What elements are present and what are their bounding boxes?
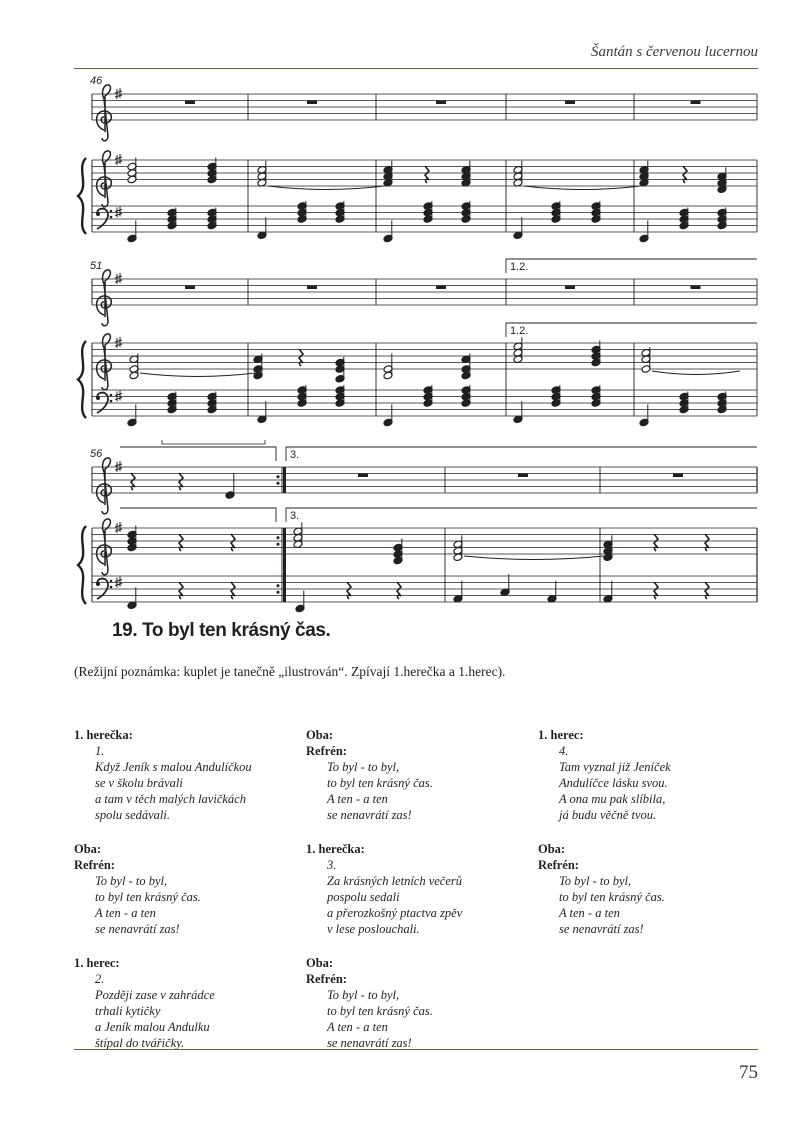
lyric-line: To byl - to byl,	[327, 988, 400, 1002]
volta-bracket	[506, 259, 757, 273]
quarter-rest	[705, 534, 709, 551]
note	[603, 581, 613, 603]
key-signature-sharp	[115, 337, 122, 348]
director-note: (Režijní poznámka: kuplet je tanečně „ilustrován“. Zpívají 1.herečka a 1.herec).	[74, 664, 506, 679]
lyric-line: To byl - to byl,	[95, 874, 168, 888]
volta-bracket	[120, 508, 276, 522]
lyric-line: A ten - a ten	[327, 792, 388, 806]
lyric-line: Později zase v zahrádce	[95, 988, 215, 1002]
lyric-line: Tam vyznal již Jeníček	[559, 760, 671, 774]
lyric-block	[538, 841, 758, 937]
repeat-dot	[277, 543, 280, 546]
key-signature-sharp	[115, 207, 122, 218]
note	[453, 581, 463, 603]
whole-rest	[307, 286, 317, 290]
note	[257, 217, 267, 239]
verse-lines	[306, 759, 526, 823]
volta-label: 1.2.	[510, 261, 529, 273]
lyric-line: 2.	[95, 972, 105, 986]
staff	[92, 576, 757, 602]
lyric-line: to byl ten krásný čas.	[95, 890, 201, 904]
verse-lines	[74, 873, 294, 937]
tie	[652, 371, 740, 375]
lyric-line: A ona mu pak slíbila,	[559, 792, 666, 806]
treble-clef	[97, 334, 112, 390]
quarter-rest	[683, 166, 687, 183]
note	[547, 581, 557, 603]
speaker-label: Oba:	[306, 728, 334, 742]
note	[513, 401, 523, 423]
volta-bracket	[506, 323, 757, 337]
note	[500, 574, 510, 596]
lyric-line: a přerozkošný ptactva zpěv	[327, 906, 463, 920]
running-header-title: Šantán s červenou lucernou	[590, 44, 758, 60]
lyric-line: štípal do tvářičky.	[95, 1036, 185, 1050]
whole-rest	[565, 286, 575, 290]
quarter-rest	[654, 582, 658, 599]
lyric-line: to byl ten krásný čas.	[327, 776, 433, 790]
key-signature-sharp	[115, 577, 122, 588]
lyrics-column-2	[306, 727, 526, 1069]
note	[513, 217, 523, 239]
lyric-line: Když Jeník s malou Andulíčkou	[95, 760, 252, 774]
measure-number: 51	[90, 260, 103, 272]
lyric-line: 4.	[559, 744, 569, 758]
lyric-block	[74, 727, 294, 823]
lyric-line: A ten - a ten	[559, 906, 620, 920]
speaker-label: 1. herec:	[74, 956, 120, 970]
quarter-rest	[397, 582, 401, 599]
key-signature-sharp	[115, 154, 122, 165]
quarter-rest	[131, 473, 135, 490]
volta-label: 3.	[290, 510, 300, 522]
lyric-line: se nenavrátí zas!	[327, 808, 412, 822]
repeat-dot	[277, 584, 280, 587]
page-number: 75	[739, 1062, 758, 1083]
volta-label: 1.2.	[510, 325, 529, 337]
speaker-label: Oba:	[538, 842, 566, 856]
repeat-dot	[277, 536, 280, 539]
key-signature-sharp	[115, 522, 122, 533]
key-signature-sharp	[115, 273, 122, 284]
staff	[92, 94, 757, 120]
quarter-rest	[179, 534, 183, 551]
speaker-label: Refrén:	[74, 858, 115, 872]
treble-clef	[97, 519, 112, 575]
lyric-line: Andulíčce lásku svou.	[559, 776, 668, 790]
tie	[268, 186, 384, 190]
quarter-rest	[425, 166, 429, 183]
lyric-line: pospolu sedali	[327, 890, 400, 904]
quarter-rest	[231, 534, 235, 551]
key-signature-sharp	[115, 391, 122, 402]
speaker-label: Oba:	[74, 842, 102, 856]
lyric-line: se nenavrátí zas!	[95, 922, 180, 936]
lyric-line: To byl - to byl,	[559, 874, 632, 888]
lyric-line: v lese poslouchali.	[327, 922, 420, 936]
verse-lines	[74, 971, 294, 1051]
tie	[524, 186, 640, 190]
whole-rest	[436, 286, 446, 290]
lyric-line: To byl - to byl,	[327, 760, 400, 774]
lyric-block	[306, 841, 526, 937]
brace	[78, 158, 86, 234]
key-signature-sharp	[115, 461, 122, 472]
staff	[92, 279, 757, 305]
whole-rest	[358, 474, 368, 478]
quarter-rest	[347, 582, 351, 599]
speaker-label: 1. herečka:	[306, 842, 365, 856]
quarter-rest	[299, 349, 303, 366]
lyric-line: 3.	[327, 858, 337, 872]
repeat-barline	[283, 528, 286, 602]
lyric-block	[306, 727, 526, 823]
lyric-block	[74, 841, 294, 937]
footer-rule	[74, 1049, 758, 1050]
verse-lines	[74, 743, 294, 823]
lyrics-column-1	[74, 727, 294, 1069]
quarter-rest	[231, 582, 235, 599]
lyric-line: Za krásných letních večerů	[327, 874, 463, 888]
lyric-line: se v školu brávali	[95, 776, 183, 790]
volta-bracket	[162, 440, 265, 444]
staff	[92, 467, 757, 493]
staff	[92, 528, 757, 554]
whole-rest	[565, 101, 575, 105]
lyric-line: já budu věčně tvou.	[559, 808, 657, 822]
speaker-label: Refrén:	[306, 972, 347, 986]
volta-bracket	[120, 447, 276, 461]
treble-clef	[97, 458, 112, 514]
lyric-line: trhali kytičky	[95, 1004, 161, 1018]
note	[257, 401, 267, 423]
staff	[92, 160, 757, 186]
repeat-dot	[277, 475, 280, 478]
song-title: 19. To byl ten krásný čas.	[112, 620, 331, 641]
repeat-dot	[277, 482, 280, 485]
whole-rest	[518, 474, 528, 478]
volta-bracket	[286, 447, 757, 461]
treble-clef	[97, 151, 112, 207]
measure-number: 56	[90, 448, 103, 460]
whole-rest	[185, 286, 195, 290]
note	[127, 587, 137, 609]
whole-rest	[185, 101, 195, 105]
lyric-block	[74, 955, 294, 1051]
key-signature-sharp	[115, 88, 122, 99]
lyric-line: a Jeník malou Andulku	[95, 1020, 210, 1034]
lyric-line: se nenavrátí zas!	[559, 922, 644, 936]
whole-rest	[436, 101, 446, 105]
quarter-rest	[179, 582, 183, 599]
lyric-line: a tam v těch malých lavičkách	[95, 792, 246, 806]
whole-rest	[673, 474, 683, 478]
lyric-line: to byl ten krásný čas.	[327, 1004, 433, 1018]
brace	[78, 341, 86, 418]
volta-label: 3.	[290, 449, 300, 461]
speaker-label: Refrén:	[538, 858, 579, 872]
speaker-label: Refrén:	[306, 744, 347, 758]
verse-lines	[538, 743, 758, 823]
lyrics-column-3	[538, 727, 758, 955]
volta-bracket	[286, 508, 757, 522]
verse-lines	[306, 987, 526, 1051]
speaker-label: 1. herečka:	[74, 728, 133, 742]
speaker-label: Oba:	[306, 956, 334, 970]
quarter-rest	[179, 473, 183, 490]
staff	[92, 343, 757, 369]
treble-clef	[97, 270, 112, 326]
lyric-line: A ten - a ten	[327, 1020, 388, 1034]
lyric-line: 1.	[95, 744, 105, 758]
brace	[78, 526, 86, 604]
tie	[464, 556, 604, 560]
lyric-line: to byl ten krásný čas.	[559, 890, 665, 904]
speaker-label: 1. herec:	[538, 728, 584, 742]
quarter-rest	[705, 582, 709, 599]
lyric-line: spolu sedávali.	[95, 808, 170, 822]
measure-number: 46	[90, 75, 103, 87]
treble-clef	[97, 85, 112, 141]
tie	[140, 373, 255, 377]
lyric-block	[538, 727, 758, 823]
repeat-dot	[277, 591, 280, 594]
verse-lines	[538, 873, 758, 937]
whole-rest	[691, 101, 701, 105]
whole-rest	[691, 286, 701, 290]
lyric-line: se nenavrátí zas!	[327, 1036, 412, 1050]
lyric-line: A ten - a ten	[95, 906, 156, 920]
lyric-block	[306, 955, 526, 1051]
verse-lines	[306, 857, 526, 937]
quarter-rest	[654, 534, 658, 551]
repeat-barline	[283, 467, 286, 493]
whole-rest	[307, 101, 317, 105]
